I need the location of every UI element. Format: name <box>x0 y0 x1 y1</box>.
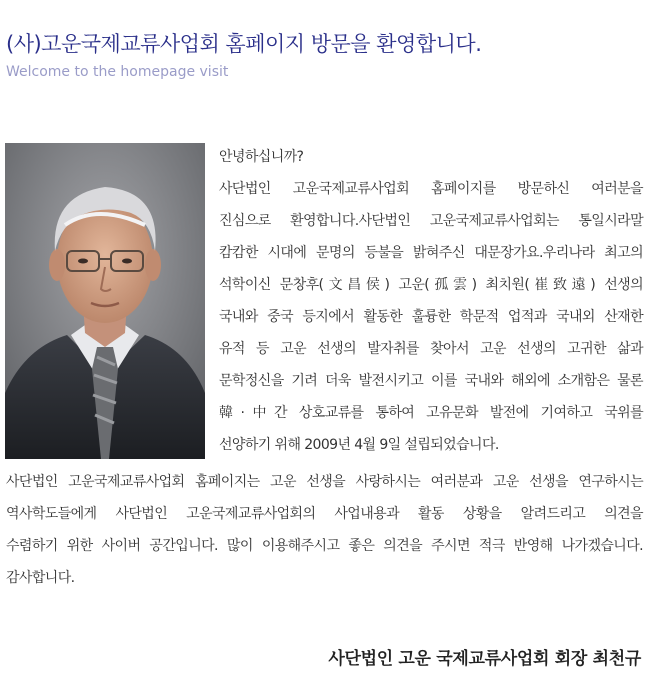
page-subtitle: Welcome to the homepage visit <box>6 64 229 80</box>
chairman-signature: 사단법인 고운 국제교류사업회 회장 최천규 <box>328 649 641 669</box>
intro-line: 진심으로 환영합니다.사단법인 고운국제교류사업회는 통일시라말 <box>219 213 643 229</box>
intro-line: 韓·中간 상호교류를 통하여 고유문화 발전에 기여하고 국위를 <box>219 405 643 421</box>
intro-line: 석학이신 문창후(文昌侯) 고운(孤雲) 최치원(崔致遠) 선생의 <box>219 277 643 293</box>
chairman-portrait-photo <box>5 143 205 459</box>
intro-line: 안녕하십니까? <box>219 149 304 165</box>
page-title: (사)고운국제교류사업회 홈페이지 방문을 환영합니다. <box>6 32 482 56</box>
intro-line: 캄캄한 시대에 문명의 등불을 밝혀주신 대문장가요.우리나라 최고의 <box>219 245 643 261</box>
intro-line: 선양하기 위해 2009년 4월 9일 설립되었습니다. <box>219 437 499 453</box>
body-line: 사단법인 고운국제교류사업회 홈페이지는 고운 선생을 사랑하시는 여러분과 고운 선생을 연구하시는 <box>6 474 643 490</box>
intro-line: 국내와 중국 등지에서 활동한 훌륭한 학문적 업적과 국내외 산재한 <box>219 309 643 325</box>
intro-line: 문학정신을 기려 더욱 발전시키고 이를 국내와 해외에 소개함은 물론 <box>219 373 643 389</box>
greeting-intro-paragraph <box>219 141 643 461</box>
body-line: 역사학도들에게 사단법인 고운국제교류사업회의 사업내용과 활동 상황을 알려드리고 의견을 <box>6 506 643 522</box>
greeting-body-paragraph <box>6 466 643 594</box>
body-line: 감사합니다. <box>6 570 75 586</box>
intro-line: 유적 등 고운 선생의 발자취를 찾아서 고운 선생의 고귀한 삶과 <box>219 341 643 357</box>
body-line: 수렴하기 위한 사이버 공간입니다. 많이 이용해주시고 좋은 의견을 주시면 적극 반영해 나가겠습니다. <box>6 538 643 554</box>
intro-line: 사단법인 고운국제교류사업회 홈페이지를 방문하신 여러분을 <box>219 181 643 197</box>
